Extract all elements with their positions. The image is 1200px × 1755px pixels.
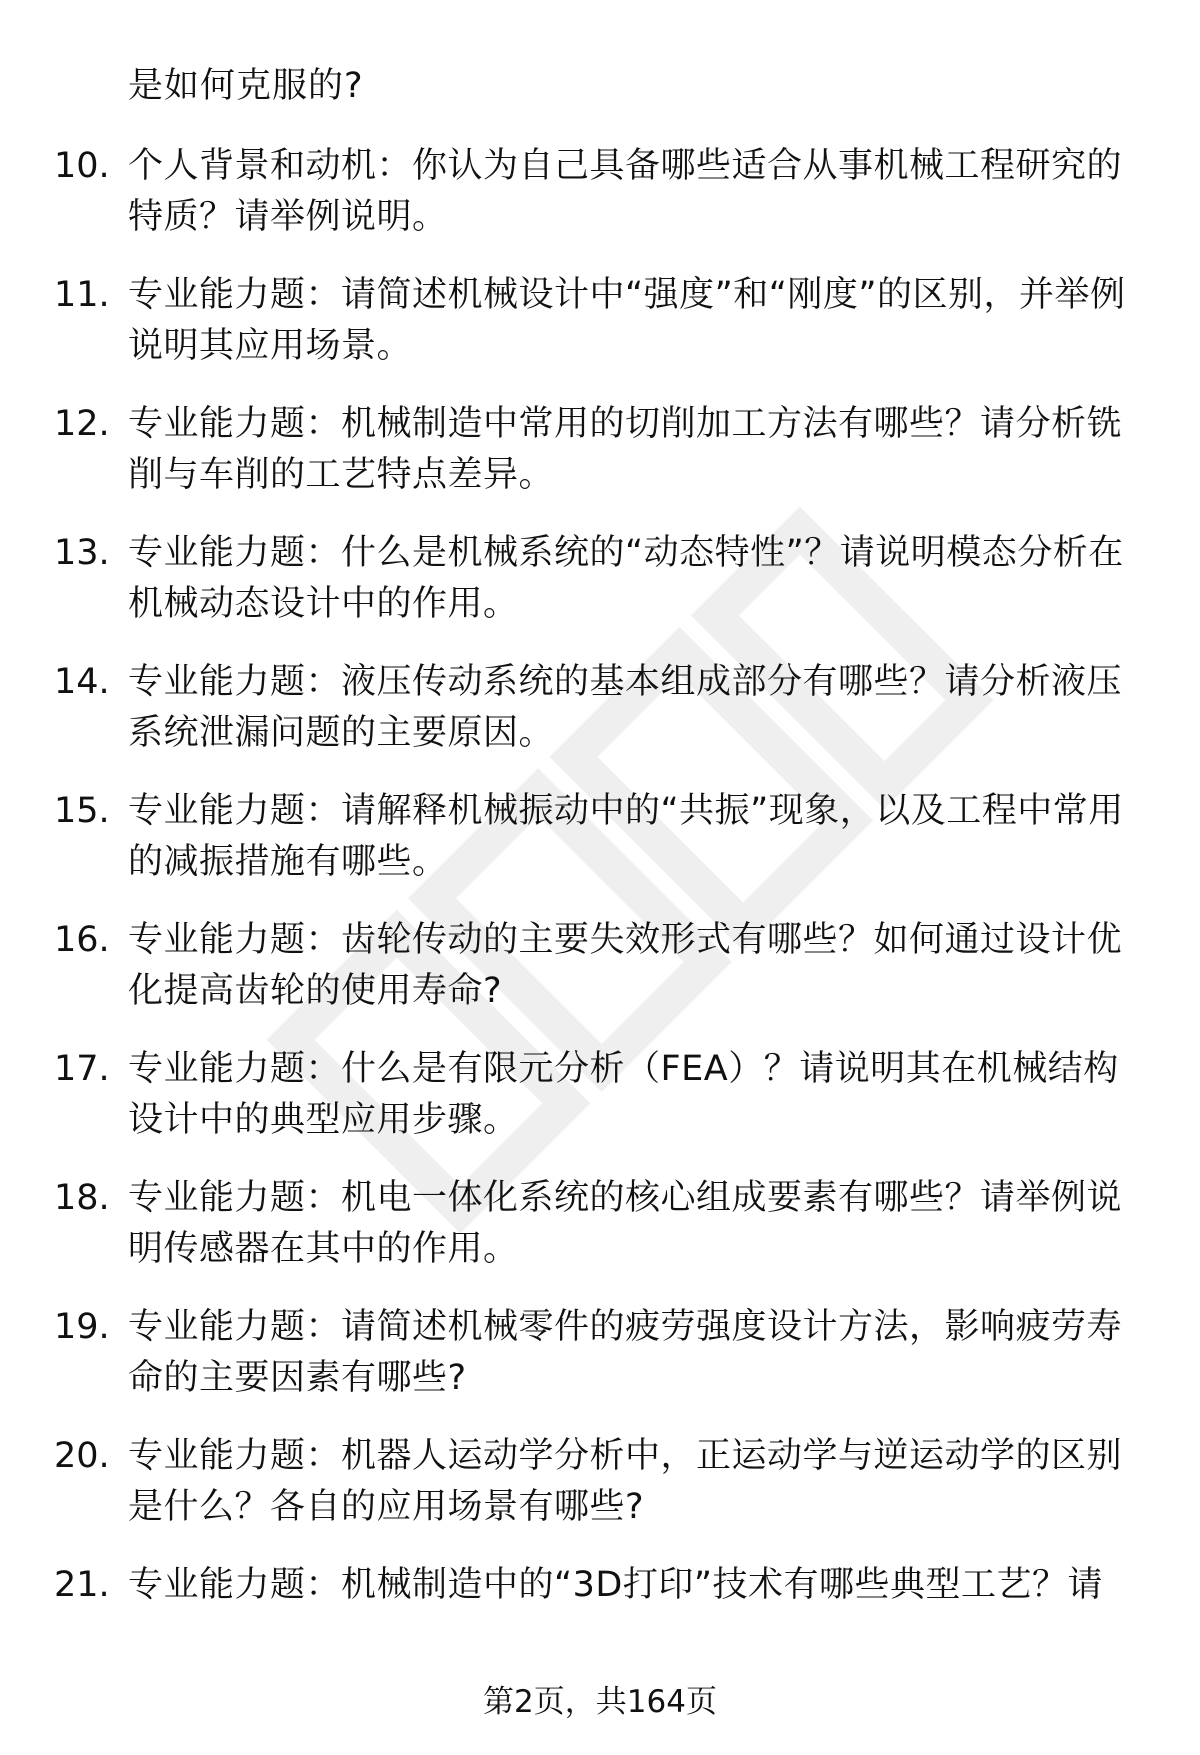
- question-text: 专业能力题：请简述机械零件的疲劳强度设计方法，影响疲劳寿命的主要因素有哪些?: [128, 1307, 1123, 1398]
- question-text: 专业能力题：机械制造中常用的切削加工方法有哪些？请分析铣削与车削的工艺特点差异。: [128, 404, 1123, 495]
- question-item: [0, 528, 1200, 657]
- question-number: 20.: [54, 1436, 110, 1476]
- question-item: [0, 1431, 1200, 1560]
- question-item: [0, 1044, 1200, 1173]
- question-list: [0, 141, 1200, 1689]
- question-text: 专业能力题：液压传动系统的基本组成部分有哪些？请分析液压系统泄漏问题的主要原因。: [128, 662, 1123, 753]
- question-item: [0, 786, 1200, 915]
- question-number: 15.: [54, 791, 110, 831]
- question-item: [0, 270, 1200, 399]
- question-text: 专业能力题：请解释机械振动中的“共振”现象，以及工程中常用的减振措施有哪些。: [128, 791, 1124, 882]
- question-text: 个人背景和动机：你认为自己具备哪些适合从事机械工程研究的特质？请举例说明。: [128, 146, 1123, 237]
- question-number: 10.: [54, 146, 110, 186]
- question-item: [0, 399, 1200, 528]
- question-item: [0, 1173, 1200, 1302]
- question-text: 专业能力题：机器人运动学分析中，正运动学与逆运动学的区别是什么？各自的应用场景有哪些?: [128, 1436, 1123, 1527]
- question-number: 13.: [54, 533, 110, 573]
- question-item: [0, 915, 1200, 1044]
- question-item: [0, 657, 1200, 786]
- question-item: [0, 141, 1200, 270]
- question-number: 17.: [54, 1049, 110, 1089]
- question-text: 专业能力题：机械制造中的“3D打印”技术有哪些典型工艺？请: [128, 1565, 1103, 1605]
- question-item: [0, 1302, 1200, 1431]
- question-number: 21.: [54, 1565, 110, 1605]
- page-footer: 第2页，共164页: [483, 1684, 717, 1720]
- question-item: [0, 1560, 1200, 1689]
- continued-question-text: 是如何克服的?: [128, 66, 364, 106]
- question-text: 专业能力题：请简述机械设计中“强度”和“刚度”的区别，并举例说明其应用场景。: [128, 275, 1126, 366]
- question-number: 14.: [54, 662, 110, 702]
- question-number: 12.: [54, 404, 110, 444]
- question-number: 18.: [54, 1178, 110, 1218]
- question-text: 专业能力题：齿轮传动的主要失效形式有哪些？如何通过设计优化提高齿轮的使用寿命?: [128, 920, 1123, 1011]
- question-text: 专业能力题：机电一体化系统的核心组成要素有哪些？请举例说明传感器在其中的作用。: [128, 1178, 1123, 1269]
- question-number: 11.: [54, 275, 110, 315]
- question-text: 专业能力题：什么是机械系统的“动态特性”？请说明模态分析在机械动态设计中的作用。: [128, 533, 1124, 624]
- question-number: 19.: [54, 1307, 110, 1347]
- question-number: 16.: [54, 920, 110, 960]
- question-text: 专业能力题：什么是有限元分析（FEA）？请说明其在机械结构设计中的典型应用步骤。: [128, 1049, 1119, 1140]
